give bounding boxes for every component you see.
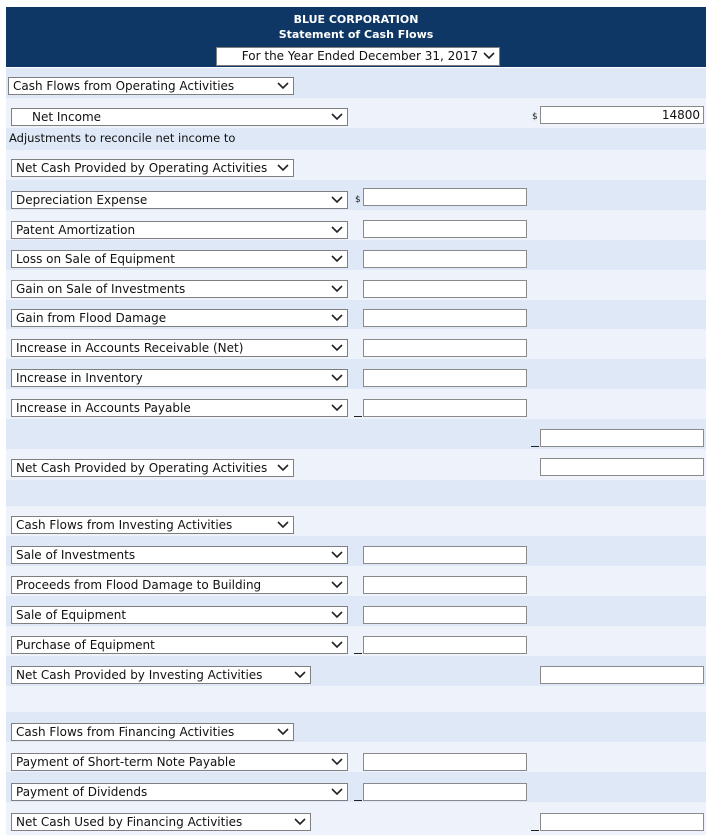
investing-item-label: Sale of Equipment — [16, 608, 127, 622]
operating-item-row — [6, 210, 706, 240]
investing-item-input[interactable] — [363, 636, 527, 654]
operating-heading-row — [6, 68, 706, 98]
investing-item-input[interactable] — [363, 606, 527, 624]
currency-symbol: $ — [355, 195, 361, 205]
investing-item-input[interactable] — [363, 576, 527, 594]
investing-heading-label: Cash Flows from Investing Activities — [16, 518, 233, 532]
adjustments-text-row — [6, 128, 706, 150]
chevron-down-icon — [331, 343, 343, 353]
net-financing-label: Net Cash Used by Financing Activities — [16, 815, 243, 829]
total-adjustments-row — [6, 419, 706, 449]
underline-mark — [354, 800, 362, 801]
adjustments-select-label: Net Cash Provided by Operating Activities — [16, 161, 268, 175]
financing-heading-row — [6, 712, 706, 742]
chevron-down-icon — [331, 112, 343, 122]
operating-item-row — [6, 329, 706, 359]
operating-item-input[interactable] — [363, 339, 527, 357]
total-adjustments-input[interactable] — [540, 429, 704, 447]
chevron-down-icon — [277, 463, 289, 473]
chevron-down-icon — [277, 727, 289, 737]
operating-item-select[interactable] — [11, 339, 348, 357]
operating-heading-select[interactable] — [8, 77, 294, 95]
operating-item-row — [6, 359, 706, 389]
chevron-down-icon — [294, 817, 306, 827]
chevron-down-icon — [331, 195, 343, 205]
financing-item-input[interactable] — [363, 783, 527, 801]
operating-item-input[interactable] — [363, 250, 527, 268]
operating-item-label: Gain from Flood Damage — [16, 311, 167, 325]
financing-item-label: Payment of Dividends — [16, 785, 148, 799]
adjustments-select-row — [6, 150, 706, 180]
operating-heading-label: Cash Flows from Operating Activities — [13, 79, 235, 93]
net-investing-input[interactable] — [540, 666, 704, 684]
underline-mark — [354, 653, 362, 654]
period-select-value: For the Year Ended December 31, 2017 — [241, 49, 479, 63]
operating-item-input[interactable] — [363, 280, 527, 298]
operating-item-label: Patent Amortization — [16, 223, 136, 237]
operating-item-row — [6, 300, 706, 329]
company-name: BLUE CORPORATION — [293, 13, 419, 26]
financing-heading-select[interactable] — [11, 723, 294, 741]
net-operating-label: Net Cash Provided by Operating Activities — [16, 461, 268, 475]
statement-header — [6, 7, 706, 67]
financing-item-select[interactable] — [11, 783, 348, 801]
chevron-down-icon — [277, 520, 289, 530]
net-investing-label: Net Cash Provided by Investing Activities — [16, 668, 263, 682]
operating-item-row — [6, 180, 706, 210]
investing-item-label: Sale of Investments — [16, 548, 136, 562]
spacer-row — [6, 480, 706, 506]
adjustments-text: Adjustments to reconcile net income to — [9, 131, 236, 145]
underline-mark — [531, 446, 539, 447]
investing-item-select[interactable] — [11, 636, 348, 654]
investing-item-label: Proceeds from Flood Damage to Building — [16, 578, 262, 592]
net-income-input[interactable]: 14800 — [540, 106, 704, 124]
net-investing-row — [6, 656, 706, 686]
chevron-down-icon — [277, 163, 289, 173]
operating-item-select[interactable] — [11, 280, 348, 298]
operating-item-input[interactable] — [363, 369, 527, 387]
chevron-down-icon — [294, 670, 306, 680]
spacer-row — [6, 686, 706, 712]
investing-item-input[interactable] — [363, 546, 527, 564]
operating-item-select[interactable] — [11, 369, 348, 387]
net-income-row — [6, 98, 706, 128]
chevron-down-icon — [331, 403, 343, 413]
operating-item-row — [6, 270, 706, 300]
operating-item-input[interactable] — [363, 399, 527, 417]
operating-item-row — [6, 240, 706, 270]
chevron-down-icon — [331, 640, 343, 650]
chevron-down-icon — [331, 550, 343, 560]
financing-item-row — [6, 742, 706, 772]
net-income-select[interactable] — [11, 108, 348, 126]
chevron-down-icon — [483, 51, 495, 61]
investing-item-row — [6, 626, 706, 656]
investing-item-select[interactable] — [11, 606, 348, 624]
investing-item-select[interactable] — [11, 546, 348, 564]
operating-item-label: Increase in Inventory — [16, 371, 143, 385]
operating-item-label: Depreciation Expense — [16, 193, 148, 207]
financing-item-label: Payment of Short-term Note Payable — [16, 755, 236, 769]
chevron-down-icon — [331, 373, 343, 383]
net-operating-input[interactable] — [540, 458, 704, 476]
net-financing-select[interactable] — [11, 813, 311, 831]
chevron-down-icon — [331, 284, 343, 294]
operating-item-input[interactable] — [363, 220, 527, 238]
adjustments-select[interactable] — [11, 159, 294, 177]
net-income-label: Net Income — [32, 110, 102, 124]
financing-item-row — [6, 772, 706, 802]
operating-item-input[interactable] — [363, 188, 527, 206]
net-investing-select[interactable] — [11, 666, 311, 684]
operating-item-label: Gain on Sale of Investments — [16, 282, 186, 296]
operating-item-select[interactable] — [11, 221, 348, 239]
chevron-down-icon — [331, 580, 343, 590]
investing-heading-row — [6, 506, 706, 536]
net-financing-row — [6, 802, 706, 835]
chevron-down-icon — [331, 254, 343, 264]
investing-heading-select[interactable] — [11, 516, 294, 534]
underline-mark — [531, 830, 539, 831]
financing-item-input[interactable] — [363, 753, 527, 771]
financing-heading-label: Cash Flows from Financing Activities — [16, 725, 235, 739]
operating-item-label: Increase in Accounts Payable — [16, 401, 191, 415]
financing-item-select[interactable] — [11, 753, 348, 771]
operating-item-row — [6, 389, 706, 419]
chevron-down-icon — [331, 313, 343, 323]
chevron-down-icon — [331, 225, 343, 235]
investing-item-row — [6, 596, 706, 626]
chevron-down-icon — [331, 610, 343, 620]
operating-item-select[interactable] — [11, 191, 348, 209]
operating-item-label: Loss on Sale of Equipment — [16, 252, 175, 266]
chevron-down-icon — [331, 787, 343, 797]
net-operating-row — [6, 449, 706, 480]
operating-item-select[interactable] — [11, 399, 348, 417]
net-financing-input[interactable] — [540, 813, 704, 831]
investing-item-row — [6, 566, 706, 596]
operating-item-select[interactable] — [11, 309, 348, 327]
operating-item-input[interactable] — [363, 309, 527, 327]
chevron-down-icon — [331, 757, 343, 767]
period-select[interactable] — [216, 47, 500, 66]
currency-symbol: $ — [532, 112, 538, 122]
underline-mark — [354, 416, 362, 417]
investing-item-label: Purchase of Equipment — [16, 638, 155, 652]
investing-item-row — [6, 536, 706, 566]
net-operating-select[interactable] — [11, 459, 294, 477]
statement-title: Statement of Cash Flows — [278, 28, 434, 41]
operating-item-select[interactable] — [11, 250, 348, 268]
investing-item-select[interactable] — [11, 576, 348, 594]
chevron-down-icon — [277, 81, 289, 91]
operating-item-label: Increase in Accounts Receivable (Net) — [16, 341, 244, 355]
